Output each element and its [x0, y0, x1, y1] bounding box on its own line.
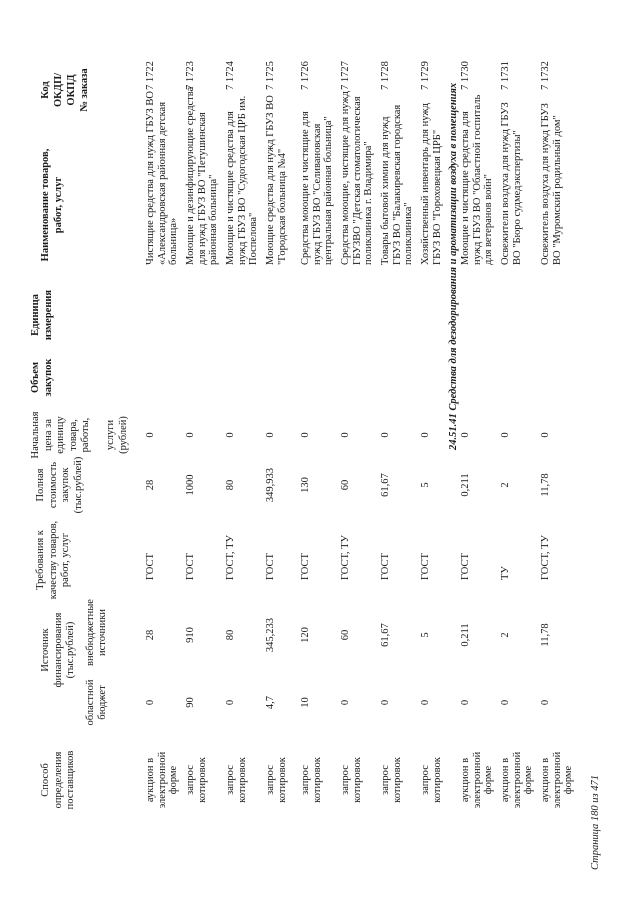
row-budget: 4,7: [265, 695, 276, 710]
row-code: 7 1722: [145, 61, 156, 90]
row-method: запрос: [265, 765, 276, 795]
row-method: форме: [483, 765, 494, 795]
row-price: 0: [380, 432, 391, 438]
header-price: единицу: [55, 416, 66, 454]
row-code: 7 1729: [420, 61, 431, 90]
row-code: 7 1724: [225, 61, 236, 90]
header-code: Код: [40, 81, 51, 99]
row-code: 7 1730: [460, 61, 471, 90]
header-method: определения: [52, 751, 64, 809]
row-name: поликлиника": [403, 202, 414, 265]
header-name: работ, услуг: [53, 176, 64, 234]
row-method: котировок: [311, 757, 323, 803]
row-method: котировок: [276, 757, 288, 803]
row-method: форме: [523, 765, 534, 795]
row-budget: 0: [225, 699, 236, 706]
header-method: Способ: [40, 763, 51, 797]
header-code: ОКДП/: [53, 72, 64, 108]
row-quality: ГОСТ, ТУ: [540, 535, 551, 580]
row-budget: 0: [460, 699, 471, 706]
row-budget: 0: [420, 699, 431, 706]
row-name: Чистящие средства для нужд ГБУЗ ВО: [145, 91, 156, 265]
row-name: "Городская больница №4": [276, 148, 288, 265]
row-quality: ГОСТ: [185, 553, 196, 580]
row-quality: ГОСТ: [145, 553, 156, 580]
row-offbudget: 5: [420, 632, 431, 638]
row-cost: 80: [225, 479, 236, 491]
header-cost: (тыс.рублей): [72, 456, 84, 514]
row-method: запрос: [420, 765, 431, 795]
row-quality: ГОСТ, ТУ: [225, 535, 236, 580]
row-price: 0: [185, 432, 196, 438]
row-cost: 11,78: [540, 473, 551, 497]
row-quality: ГОСТ: [380, 553, 391, 580]
row-price: 0: [420, 432, 431, 438]
row-cost: 349,933: [265, 467, 276, 503]
row-method: аукцион в: [500, 757, 511, 803]
row-name: ГБУЗ ВО "Балакиревская городская: [391, 104, 403, 265]
row-name: нужд ГБУЗ ВО "Областной госпиталь: [471, 94, 483, 265]
row-price: 0: [340, 432, 351, 438]
row-method: электронной: [471, 751, 483, 809]
row-method: котировок: [431, 757, 443, 803]
header-price: товара,: [67, 419, 79, 451]
row-offbudget: 345,233: [265, 617, 276, 653]
header-price: Начальная: [30, 411, 41, 459]
header-offbudget: внебюджетные: [85, 599, 96, 666]
row-method: аукцион в: [540, 757, 551, 803]
row-offbudget: 60: [340, 629, 351, 641]
row-quality: ГОСТ: [420, 553, 431, 580]
row-method: котировок: [391, 757, 403, 803]
row-code: 7 1723: [185, 61, 196, 90]
row-code: 7 1725: [265, 61, 276, 90]
row-offbudget: 11,78: [540, 623, 551, 647]
header-cost: Полная: [35, 468, 46, 502]
row-method: форме: [168, 765, 179, 795]
row-code: 7 1731: [500, 61, 511, 90]
header-quality: Требования к: [35, 530, 46, 590]
header-funding: Источник: [40, 628, 51, 672]
header-price: (рублей): [117, 416, 129, 454]
row-price: 0: [225, 432, 236, 438]
row-name: Товары бытовой химии для нужд: [380, 116, 391, 265]
row-quality: ГОСТ: [300, 553, 311, 580]
row-price: 0: [300, 432, 311, 438]
row-cost: 130: [300, 477, 311, 493]
row-code: 7 1727: [340, 61, 351, 90]
header-quality: работ, услуг: [60, 532, 71, 588]
header-cost: стоимость: [47, 461, 59, 509]
row-name: Моющие и чистящие средства для: [225, 111, 236, 265]
page-footer: Страница 180 из 471: [590, 775, 601, 871]
row-method: аукцион в: [145, 757, 156, 803]
row-method: запрос: [225, 765, 236, 795]
row-price: 0: [540, 432, 551, 438]
header-method: поставщиков: [65, 750, 76, 810]
row-quality: ГОСТ: [265, 553, 276, 580]
row-price: 0: [265, 432, 276, 438]
header-price: работы,: [80, 417, 91, 453]
row-method: котировок: [196, 757, 208, 803]
row-cost: 2: [500, 482, 511, 488]
header-budget: областной: [85, 679, 96, 726]
row-budget: 0: [380, 699, 391, 706]
header-code: ОКПД: [66, 74, 77, 106]
header-volume: закупок: [43, 358, 54, 397]
row-method: запрос: [380, 765, 391, 795]
row-name: Моющие и чистящие средства для: [460, 111, 471, 265]
header-budget: бюджет: [97, 685, 108, 720]
row-code: 7 1726: [300, 61, 311, 90]
row-price: 0: [145, 432, 156, 438]
header-name: Наименование товаров,: [40, 148, 51, 262]
row-price: 0: [500, 432, 511, 438]
row-method: форме: [563, 765, 574, 795]
row-quality: ТУ: [500, 566, 511, 580]
row-budget: 90: [185, 697, 196, 708]
row-name: центральная районная больница": [323, 116, 334, 265]
header-price: цена за: [42, 419, 54, 451]
row-name: Средства моющие и чистящие для: [300, 111, 311, 265]
header-funding: финансирования: [52, 612, 64, 688]
row-method: запрос: [340, 765, 351, 795]
row-budget: 0: [500, 699, 511, 706]
row-offbudget: 80: [225, 629, 236, 641]
row-code: 7 1732: [540, 61, 551, 90]
row-budget: 0: [540, 699, 551, 706]
row-offbudget: 61,67: [380, 623, 391, 647]
row-budget: 10: [300, 697, 311, 708]
row-budget: 0: [340, 699, 351, 706]
header-unit: Единица: [30, 294, 41, 336]
row-name: ГБУЗ ВО "Гороховецкая ЦРБ": [431, 129, 443, 265]
header-funding: (тыс.рублей): [65, 621, 76, 679]
row-cost: 60: [340, 479, 351, 491]
row-name: ВО "Бюро судмедэкспертизы": [511, 130, 523, 265]
row-cost: 61,67: [380, 473, 391, 497]
row-cost: 1000: [185, 474, 196, 496]
header-quality: качеству товаров,: [47, 520, 59, 600]
row-offbudget: 28: [145, 629, 156, 641]
row-name: районная больница": [208, 174, 219, 265]
section-heading: 24.51.41 Средства для дезодорирования и ароматизации воздуха в помещениях: [448, 82, 459, 450]
row-offbudget: 120: [300, 627, 311, 643]
row-method: запрос: [300, 765, 311, 795]
row-name: ГБУЗВО "Детская стоматологическая: [351, 96, 363, 265]
row-cost: 28: [145, 479, 156, 491]
header-unit: измерения: [43, 289, 54, 341]
row-name: Поспелова": [248, 212, 259, 265]
row-method: котировок: [236, 757, 248, 803]
row-name: для нужд ГБУЗ ВО "Петушинская: [196, 112, 208, 265]
row-name: нужд ГБУЗ ВО "Судогодская ЦРБ им.: [236, 95, 248, 265]
row-quality: ГОСТ, ТУ: [340, 535, 351, 580]
header-cost: закупок: [60, 467, 71, 503]
row-cost: 0,211: [460, 473, 471, 497]
row-offbudget: 910: [185, 627, 196, 643]
row-method: электронной: [511, 751, 523, 809]
row-method: аукцион в: [460, 757, 471, 803]
row-name: для ветеранов войн": [483, 174, 494, 265]
header-price: услуги: [105, 419, 116, 451]
row-budget: 0: [145, 699, 156, 706]
row-method: электронной: [551, 751, 563, 809]
row-method: запрос: [185, 765, 196, 795]
row-quality: ГОСТ: [460, 553, 471, 580]
row-method: котировок: [351, 757, 363, 803]
row-price: 0: [460, 432, 471, 438]
row-name: Освежители воздуха для нужд ГБУЗ: [500, 102, 511, 265]
header-code: № заказа: [79, 68, 90, 112]
row-name: больница»: [168, 217, 179, 265]
row-offbudget: 0,211: [460, 623, 471, 647]
row-method: электронной: [156, 751, 168, 809]
row-name: «Александровская районная детская: [156, 101, 168, 265]
row-name: поликлиника г. Владимира": [363, 141, 374, 265]
header-volume: Объем: [30, 361, 41, 394]
row-name: Моющие средства для нужд ГБУЗ ВО: [265, 95, 276, 265]
row-name: Моющие и дезинфицирующие средства: [185, 86, 196, 265]
row-name: Освежитель воздуха для нужд ГБУЗ: [540, 103, 551, 265]
row-name: Средства моющие, чистящие для нужд: [340, 90, 351, 265]
row-cost: 5: [420, 482, 431, 488]
row-offbudget: 2: [500, 632, 511, 638]
row-name: нужд ГБУЗ ВО "Селивановская: [311, 123, 323, 265]
row-name: Хозяйственный инвентарь для нужд: [420, 103, 431, 265]
row-name: ВО "Муромский родильный дом": [551, 115, 563, 265]
row-code: 7 1728: [380, 61, 391, 90]
header-offbudget: источники: [97, 609, 108, 656]
